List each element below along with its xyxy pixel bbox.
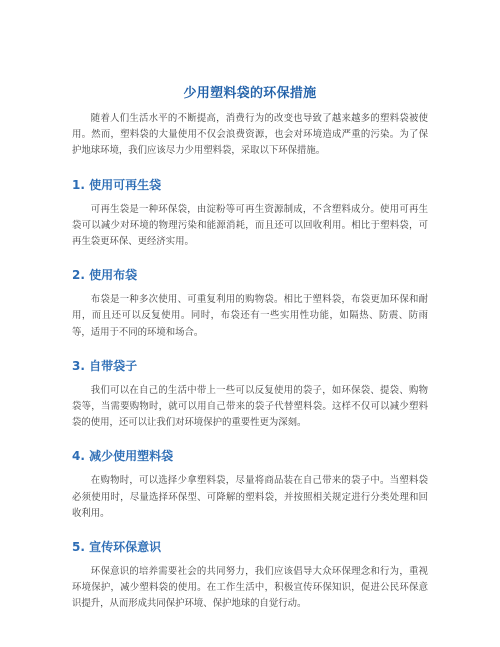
section-2-heading: 2. 使用布袋: [72, 268, 138, 283]
intro-paragraph: 随着人们生活水平的不断提高，消费行为的改变也导致了越来越多的塑料袋被使用。然而，塑料袋的大量使用不仅会浪费资源，也会对环境造成严重的污染。为了保护地球环境，我们应该尽力少用塑料袋，采取以下环保措施。: [72, 113, 428, 157]
section-1-heading: 1. 使用可再生袋: [72, 177, 162, 192]
section-5-body: 环保意识的培养需要社会的共同努力，我们应该倡导大众环保理念和行为，重视环境保护，减少塑料袋的使用。在工作生活中，积极宣传环保知识，促进公民环保意识提升，从而形成共同保护环境、保护地球的自觉行动。: [72, 566, 428, 610]
section-3-heading: 3. 自带袋子: [72, 358, 138, 373]
page-title: 少用塑料袋的环保措施: [183, 86, 317, 101]
section-4-body: 在购物时，可以选择少拿塑料袋，尽量将商品装在自己带来的袋子中。当塑料袋必须使用时，尽量选择环保型、可降解的塑料袋，并按照相关规定进行分类处理和回收利用。: [72, 475, 428, 519]
section-4-heading: 4. 减少使用塑料袋: [72, 449, 174, 464]
section-2-body: 布袋是一种多次使用、可重复利用的购物袋。相比于塑料袋，布袋更加环保和耐用，而且还可以反复使用。同时，布袋还有一些实用性功能，如隔热、防震、防雨等，适用于不同的环境和场合。: [72, 294, 428, 338]
section-1-body: 可再生袋是一种环保袋，由淀粉等可再生资源制成，不含塑料成分。使用可再生袋可以减少对环境的物理污染和能源消耗，而且还可以回收利用。相比于塑料袋，可再生袋更环保、更经济实用。: [72, 203, 428, 248]
section-3-body: 我们可以在自己的生活中带上一些可以反复使用的袋子，如环保袋、提袋、购物袋等，当需要购物时，就可以用自己带来的袋子代替塑料袋。这样不仅可以减少塑料袋的使用，还可以让我们对环境保护的重要性更为深刻。: [72, 384, 428, 429]
section-5-heading: 5. 宣传环保意识: [72, 540, 162, 555]
